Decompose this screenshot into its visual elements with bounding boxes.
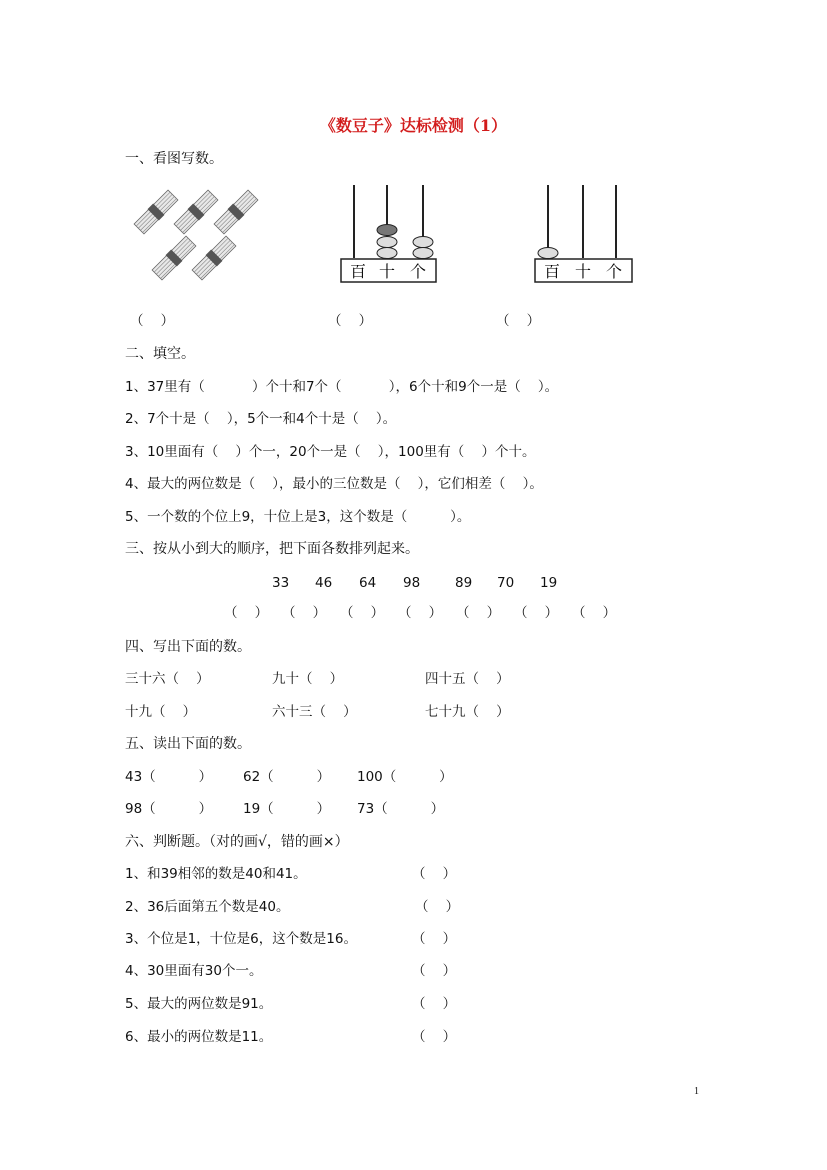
judge-item-text: 6、最小的两位数是11。 — [125, 1029, 273, 1045]
read-number-item[interactable]: 19（ ） — [243, 801, 331, 817]
judge-item-blank[interactable]: （ ） — [412, 1029, 457, 1045]
page-number: 1 — [694, 1086, 699, 1097]
judge-item-blank[interactable]: （ ） — [412, 996, 457, 1012]
abacus-1-label-hundreds: 百 — [349, 262, 367, 281]
write-number-item[interactable]: 四十五（ ） — [425, 671, 510, 687]
sort-number: 98 — [403, 575, 421, 591]
write-number-item[interactable]: 七十九（ ） — [425, 704, 510, 720]
section-1-heading: 一、看图写数。 — [125, 151, 223, 167]
sort-blank[interactable]: （ ） — [282, 605, 327, 621]
fill-item-3[interactable]: 3、10里面有（ ）个一，20个一是（ ），100里有（ ）个十。 — [125, 444, 536, 460]
section-3-heading: 三、按从小到大的顺序，把下面各数排列起来。 — [125, 541, 419, 557]
judge-item-text: 3、个位是1，十位是6，这个数是16。 — [125, 931, 357, 947]
abacus-image-2 — [532, 183, 634, 285]
write-number-item[interactable]: 六十三（ ） — [272, 704, 357, 720]
write-number-item[interactable]: 九十（ ） — [272, 671, 344, 687]
fill-item-2[interactable]: 2、7个十是（ ），5个一和4个十是（ ）。 — [125, 411, 397, 427]
sort-number: 46 — [315, 575, 333, 591]
section-5-heading: 五、读出下面的数。 — [125, 736, 251, 752]
judge-item-blank[interactable]: （ ） — [412, 931, 457, 947]
judge-item-blank[interactable]: （ ） — [412, 963, 457, 979]
page-title: 《数豆子》达标检测（1） — [319, 116, 508, 135]
sort-blank[interactable]: （ ） — [224, 605, 269, 621]
read-number-item[interactable]: 98（ ） — [125, 801, 213, 817]
write-number-item[interactable]: 三十六（ ） — [125, 671, 210, 687]
judge-item-text: 2、36后面第五个数是40。 — [125, 899, 290, 915]
judge-item-text: 1、和39相邻的数是40和41。 — [125, 866, 307, 882]
judge-item-text: 4、30里面有30个一。 — [125, 963, 263, 979]
fill-item-4[interactable]: 4、最大的两位数是（ ），最小的三位数是（ ），它们相差（ ）。 — [125, 476, 543, 492]
sort-blank[interactable]: （ ） — [398, 605, 443, 621]
judge-item-blank[interactable]: （ ） — [412, 866, 457, 882]
sort-number: 70 — [497, 575, 515, 591]
section-4-heading: 四、写出下面的数。 — [125, 639, 251, 655]
fill-item-5[interactable]: 5、一个数的个位上9，十位上是3，这个数是（ ）。 — [125, 509, 471, 525]
section-6-heading: 六、判断题。（对的画√，错的画×） — [125, 834, 349, 850]
read-number-item[interactable]: 62（ ） — [243, 769, 331, 785]
write-number-item[interactable]: 十九（ ） — [125, 704, 197, 720]
abacus-1-label-tens: 十 — [378, 262, 396, 281]
section-2-heading: 二、填空。 — [125, 346, 195, 362]
read-number-item[interactable]: 43（ ） — [125, 769, 213, 785]
judge-item-text: 5、最大的两位数是91。 — [125, 996, 273, 1012]
read-number-item[interactable]: 73（ ） — [357, 801, 445, 817]
sort-number: 89 — [455, 575, 473, 591]
answer-blank-3[interactable]: （ ） — [496, 313, 541, 329]
answer-blank-1[interactable]: （ ） — [130, 313, 175, 329]
sort-blank[interactable]: （ ） — [514, 605, 559, 621]
sort-number: 33 — [272, 575, 290, 591]
sort-blank[interactable]: （ ） — [572, 605, 617, 621]
sort-number: 64 — [359, 575, 377, 591]
fill-item-1[interactable]: 1、37里有（ ）个十和7个（ ），6个十和9个一是（ ）。 — [125, 379, 559, 395]
stick-bundles-image — [130, 188, 260, 288]
sort-blank[interactable]: （ ） — [456, 605, 501, 621]
abacus-2-label-tens: 十 — [574, 262, 592, 281]
judge-item-blank[interactable]: （ ） — [415, 899, 460, 915]
abacus-image-1 — [338, 183, 438, 285]
abacus-1-label-ones: 个 — [409, 262, 427, 281]
answer-blank-2[interactable]: （ ） — [328, 313, 373, 329]
read-number-item[interactable]: 100（ ） — [357, 769, 453, 785]
sort-number: 19 — [540, 575, 558, 591]
abacus-2-label-ones: 个 — [605, 262, 623, 281]
sort-blank[interactable]: （ ） — [340, 605, 385, 621]
abacus-2-label-hundreds: 百 — [543, 262, 561, 281]
